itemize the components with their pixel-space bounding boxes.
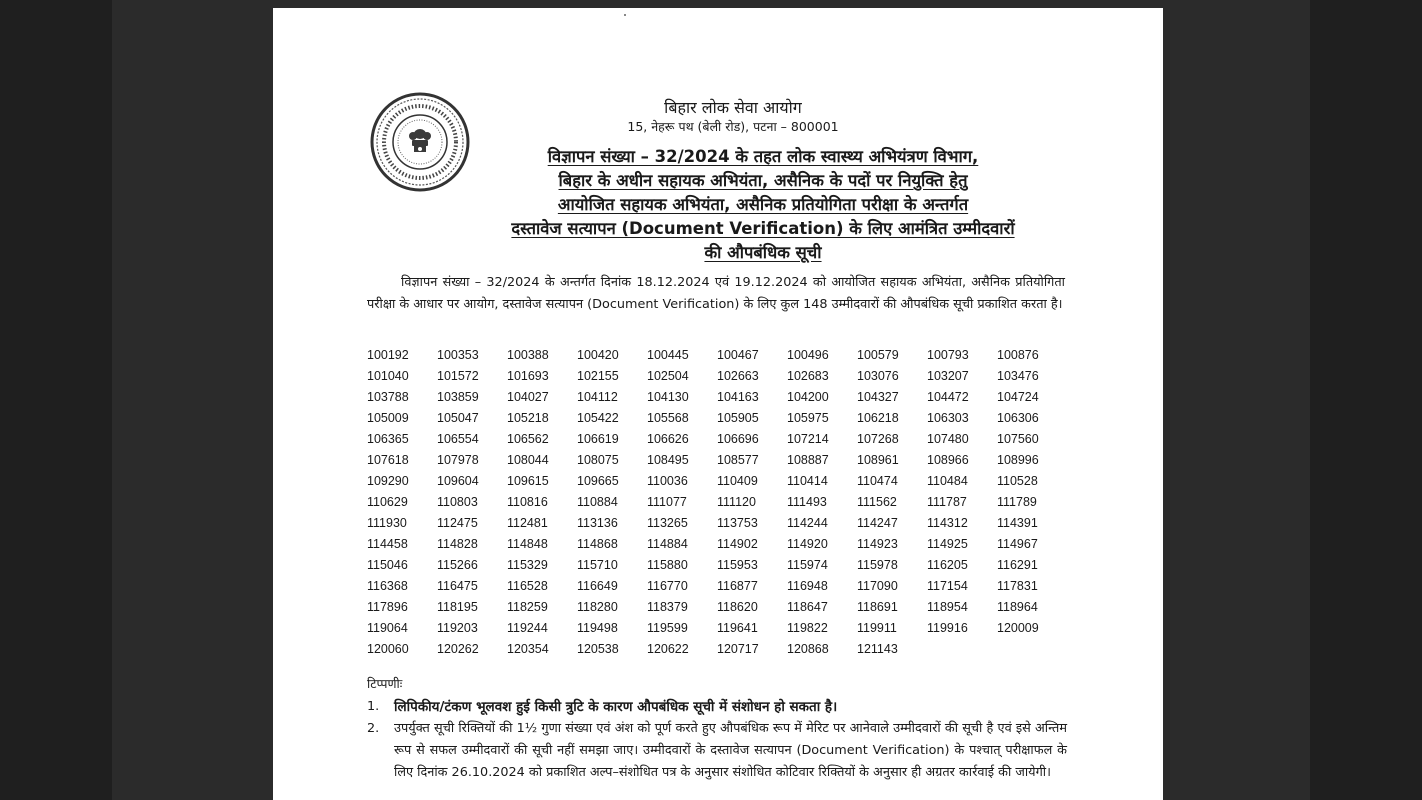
roll-number: 110803 bbox=[437, 495, 478, 509]
roll-number: 101040 bbox=[367, 369, 409, 383]
roll-number: 106626 bbox=[647, 432, 689, 446]
roll-number: 115974 bbox=[787, 558, 828, 572]
roll-number: 108044 bbox=[507, 453, 549, 467]
roll-number: 113136 bbox=[577, 516, 618, 530]
roll-number: 114868 bbox=[577, 537, 618, 551]
roll-number: 106554 bbox=[437, 432, 479, 446]
notes-heading: टिप्पणीः bbox=[367, 676, 403, 691]
roll-number: 116948 bbox=[787, 579, 828, 593]
note-number: 2. bbox=[367, 721, 380, 736]
roll-number: 111789 bbox=[997, 495, 1037, 509]
roll-number: 100192 bbox=[367, 348, 409, 362]
roll-number: 106696 bbox=[717, 432, 759, 446]
roll-number: 102683 bbox=[787, 369, 829, 383]
roll-number: 104027 bbox=[507, 390, 549, 404]
roll-number: 111493 bbox=[787, 495, 827, 509]
roll-number: 100388 bbox=[507, 348, 549, 362]
commission-seal-icon bbox=[370, 92, 470, 192]
roll-number: 101693 bbox=[507, 369, 549, 383]
document-title bbox=[473, 145, 1053, 265]
note-text: उपर्युक्त सूची रिक्तियों की 1½ गुणा संख्या एवं अंश को पूर्ण करते हुए औपबंधिक रूप में मेरिट पर आनेवाले उम्मीदवारों की सूची है एवं इसे अन्तिम रूप से सफल उम्मीदवारों की सूची नहीं समझा जाए। उम्मीदवारों के दस्तावेज सत्यापन (Document Verification) के पश्चात् परीक्षाफल के लिए दिनांक 26.10.2024 को प्रकाशित अल्प–संशोधित पत्र के अनुसार संशोधित कोटिवार रिक्तियों के अनुसार ही अग्रतर कार्रवाई की जायेगी। bbox=[394, 721, 1067, 780]
roll-number: 100876 bbox=[997, 348, 1039, 362]
roll-number: 103788 bbox=[367, 390, 409, 404]
roll-number: 107978 bbox=[437, 453, 479, 467]
roll-number: 100793 bbox=[927, 348, 969, 362]
roll-number: 118647 bbox=[787, 600, 828, 614]
title-line: विज्ञापन संख्या – 32/2024 के तहत लोक स्वास्थ्य अभियंत्रण विभाग, bbox=[547, 147, 979, 166]
roll-number: 116475 bbox=[437, 579, 478, 593]
roll-number: 103076 bbox=[857, 369, 899, 383]
roll-number: 116368 bbox=[367, 579, 408, 593]
roll-number: 103207 bbox=[927, 369, 969, 383]
roll-number: 102663 bbox=[717, 369, 759, 383]
roll-number: 105905 bbox=[717, 411, 759, 425]
roll-number: 106303 bbox=[927, 411, 969, 425]
roll-number: 118195 bbox=[437, 600, 478, 614]
roll-number: 120868 bbox=[787, 642, 829, 656]
org-address: 15, नेहरू पथ (बेली रोड), पटना – 800001 bbox=[627, 119, 839, 134]
roll-number: 115978 bbox=[857, 558, 898, 572]
roll-number: 118280 bbox=[577, 600, 618, 614]
roll-number: 116291 bbox=[997, 558, 1038, 572]
roll-number: 110036 bbox=[647, 474, 688, 488]
roll-number: 116770 bbox=[647, 579, 688, 593]
roll-number: 104724 bbox=[997, 390, 1039, 404]
roll-number: 114828 bbox=[437, 537, 478, 551]
viewer-left-margin bbox=[0, 0, 112, 800]
roll-number: 100467 bbox=[717, 348, 759, 362]
note-number: 1. bbox=[367, 699, 380, 714]
roll-number: 114848 bbox=[507, 537, 548, 551]
roll-number: 115710 bbox=[577, 558, 618, 572]
roll-number: 111562 bbox=[857, 495, 897, 509]
roll-number: 119641 bbox=[717, 621, 758, 635]
roll-number: 116205 bbox=[927, 558, 968, 572]
roll-number: 115266 bbox=[437, 558, 478, 572]
intro-paragraph bbox=[367, 272, 1065, 316]
document-page bbox=[273, 8, 1163, 800]
roll-number: 112475 bbox=[437, 516, 478, 530]
roll-number: 104112 bbox=[577, 390, 618, 404]
roll-number: 104163 bbox=[717, 390, 759, 404]
roll-number: 108996 bbox=[997, 453, 1039, 467]
roll-number: 110816 bbox=[507, 495, 548, 509]
roll-number: 108887 bbox=[787, 453, 829, 467]
roll-number: 114391 bbox=[997, 516, 1038, 530]
roll-number: 107268 bbox=[857, 432, 899, 446]
roll-number: 105047 bbox=[437, 411, 479, 425]
roll-number: 118620 bbox=[717, 600, 758, 614]
roll-number: 107214 bbox=[787, 432, 829, 446]
roll-number: 110474 bbox=[857, 474, 898, 488]
roll-number: 108966 bbox=[927, 453, 969, 467]
roll-number: 101572 bbox=[437, 369, 479, 383]
roll-number: 117896 bbox=[367, 600, 408, 614]
roll-number: 116877 bbox=[717, 579, 758, 593]
roll-number: 120538 bbox=[577, 642, 619, 656]
roll-number: 118259 bbox=[507, 600, 548, 614]
roll-number: 117154 bbox=[927, 579, 968, 593]
roll-number: 114244 bbox=[787, 516, 828, 530]
org-name: बिहार लोक सेवा आयोग bbox=[664, 98, 802, 117]
roll-number: 109665 bbox=[577, 474, 619, 488]
roll-number: 111930 bbox=[367, 516, 407, 530]
roll-number: 118379 bbox=[647, 600, 688, 614]
roll-number: 106562 bbox=[507, 432, 549, 446]
roll-number: 106306 bbox=[997, 411, 1039, 425]
roll-number: 118691 bbox=[857, 600, 898, 614]
roll-number: 116528 bbox=[507, 579, 548, 593]
roll-number-grid bbox=[367, 348, 1087, 663]
roll-number: 114925 bbox=[927, 537, 968, 551]
roll-number: 114884 bbox=[647, 537, 688, 551]
roll-number: 105568 bbox=[647, 411, 689, 425]
roll-number: 100496 bbox=[787, 348, 829, 362]
roll-number: 108577 bbox=[717, 453, 759, 467]
roll-number: 116649 bbox=[577, 579, 618, 593]
roll-number: 110884 bbox=[577, 495, 618, 509]
roll-number: 104200 bbox=[787, 390, 829, 404]
roll-number: 107618 bbox=[367, 453, 409, 467]
viewer-right-margin bbox=[1310, 0, 1422, 800]
roll-number: 115953 bbox=[717, 558, 758, 572]
roll-number: 105009 bbox=[367, 411, 409, 425]
roll-number: 103859 bbox=[437, 390, 479, 404]
note-item bbox=[367, 718, 1067, 784]
roll-number: 113753 bbox=[717, 516, 758, 530]
roll-number: 120354 bbox=[507, 642, 549, 656]
scan-speck bbox=[624, 14, 626, 16]
roll-number: 114902 bbox=[717, 537, 758, 551]
roll-number: 105975 bbox=[787, 411, 829, 425]
note-item bbox=[367, 696, 1067, 718]
roll-number: 107480 bbox=[927, 432, 969, 446]
roll-number: 110414 bbox=[787, 474, 828, 488]
roll-number: 110484 bbox=[927, 474, 968, 488]
title-line: बिहार के अधीन सहायक अभियंता, असैनिक के पदों पर नियुक्ति हेतु bbox=[558, 171, 968, 190]
title-line: दस्तावेज सत्यापन (Document Verification) के लिए आमंत्रित उम्मीदवारों bbox=[511, 219, 1015, 238]
roll-number: 104472 bbox=[927, 390, 969, 404]
roll-number: 104327 bbox=[857, 390, 899, 404]
roll-number: 111077 bbox=[647, 495, 687, 509]
roll-number: 115046 bbox=[367, 558, 408, 572]
roll-number: 107560 bbox=[997, 432, 1039, 446]
roll-number: 106218 bbox=[857, 411, 899, 425]
roll-number: 115880 bbox=[647, 558, 688, 572]
roll-number: 119822 bbox=[787, 621, 828, 635]
roll-number: 119064 bbox=[367, 621, 408, 635]
note-text: लिपिकीय/टंकण भूलवश हुई किसी त्रुटि के कारण औपबंधिक सूची में संशोधन हो सकता है। bbox=[394, 699, 838, 715]
intro-text: विज्ञापन संख्या – 32/2024 के अन्तर्गत दिनांक 18.12.2024 एवं 19.12.2024 को आयोजित सहायक अभियंता, असैनिक प्रतियोगिता परीक्षा के आधार पर आयोग, दस्तावेज सत्यापन (Document Verification) के लिए कुल 148 उम्मीदवारों की औपबंधिक सूची प्रकाशित करता है। bbox=[367, 275, 1065, 312]
title-line: आयोजित सहायक अभियंता, असैनिक प्रतियोगिता परीक्षा के अन्तर्गत bbox=[557, 195, 969, 214]
roll-number: 118964 bbox=[997, 600, 1038, 614]
roll-number: 108075 bbox=[577, 453, 619, 467]
roll-number: 108961 bbox=[857, 453, 899, 467]
roll-number: 109290 bbox=[367, 474, 409, 488]
roll-number: 119916 bbox=[927, 621, 968, 635]
roll-number: 119599 bbox=[647, 621, 688, 635]
roll-number: 120622 bbox=[647, 642, 689, 656]
roll-number: 106619 bbox=[577, 432, 619, 446]
roll-number: 114967 bbox=[997, 537, 1038, 551]
roll-number: 114312 bbox=[927, 516, 968, 530]
roll-number: 119244 bbox=[507, 621, 548, 635]
roll-number: 100579 bbox=[857, 348, 899, 362]
roll-number: 119911 bbox=[857, 621, 897, 635]
roll-number: 100353 bbox=[437, 348, 479, 362]
roll-number: 103476 bbox=[997, 369, 1039, 383]
roll-number: 102155 bbox=[577, 369, 619, 383]
roll-number: 111787 bbox=[927, 495, 967, 509]
roll-number: 114247 bbox=[857, 516, 898, 530]
roll-number: 100445 bbox=[647, 348, 689, 362]
roll-number: 118954 bbox=[927, 600, 968, 614]
roll-number: 110629 bbox=[367, 495, 408, 509]
roll-number: 120060 bbox=[367, 642, 409, 656]
roll-number: 109615 bbox=[507, 474, 549, 488]
roll-number: 104130 bbox=[647, 390, 689, 404]
roll-number: 110528 bbox=[997, 474, 1038, 488]
roll-number: 121143 bbox=[857, 642, 898, 656]
roll-number: 115329 bbox=[507, 558, 548, 572]
roll-number: 117831 bbox=[997, 579, 1038, 593]
roll-number: 113265 bbox=[647, 516, 688, 530]
roll-number: 108495 bbox=[647, 453, 689, 467]
roll-number: 105422 bbox=[577, 411, 619, 425]
roll-number: 117090 bbox=[857, 579, 898, 593]
roll-number: 114920 bbox=[787, 537, 828, 551]
notes-list bbox=[367, 696, 1067, 784]
roll-number: 119498 bbox=[577, 621, 618, 635]
roll-number: 110409 bbox=[717, 474, 758, 488]
roll-number: 120717 bbox=[717, 642, 759, 656]
roll-number: 106365 bbox=[367, 432, 409, 446]
roll-number: 111120 bbox=[717, 495, 756, 509]
roll-number: 102504 bbox=[647, 369, 689, 383]
roll-number: 119203 bbox=[437, 621, 478, 635]
roll-number: 105218 bbox=[507, 411, 549, 425]
roll-number: 120009 bbox=[997, 621, 1039, 635]
title-line: की औपबंधिक सूची bbox=[704, 243, 822, 262]
roll-number: 114458 bbox=[367, 537, 408, 551]
roll-number: 114923 bbox=[857, 537, 898, 551]
roll-number: 120262 bbox=[437, 642, 479, 656]
roll-number: 100420 bbox=[577, 348, 619, 362]
roll-number: 109604 bbox=[437, 474, 479, 488]
roll-number: 112481 bbox=[507, 516, 548, 530]
